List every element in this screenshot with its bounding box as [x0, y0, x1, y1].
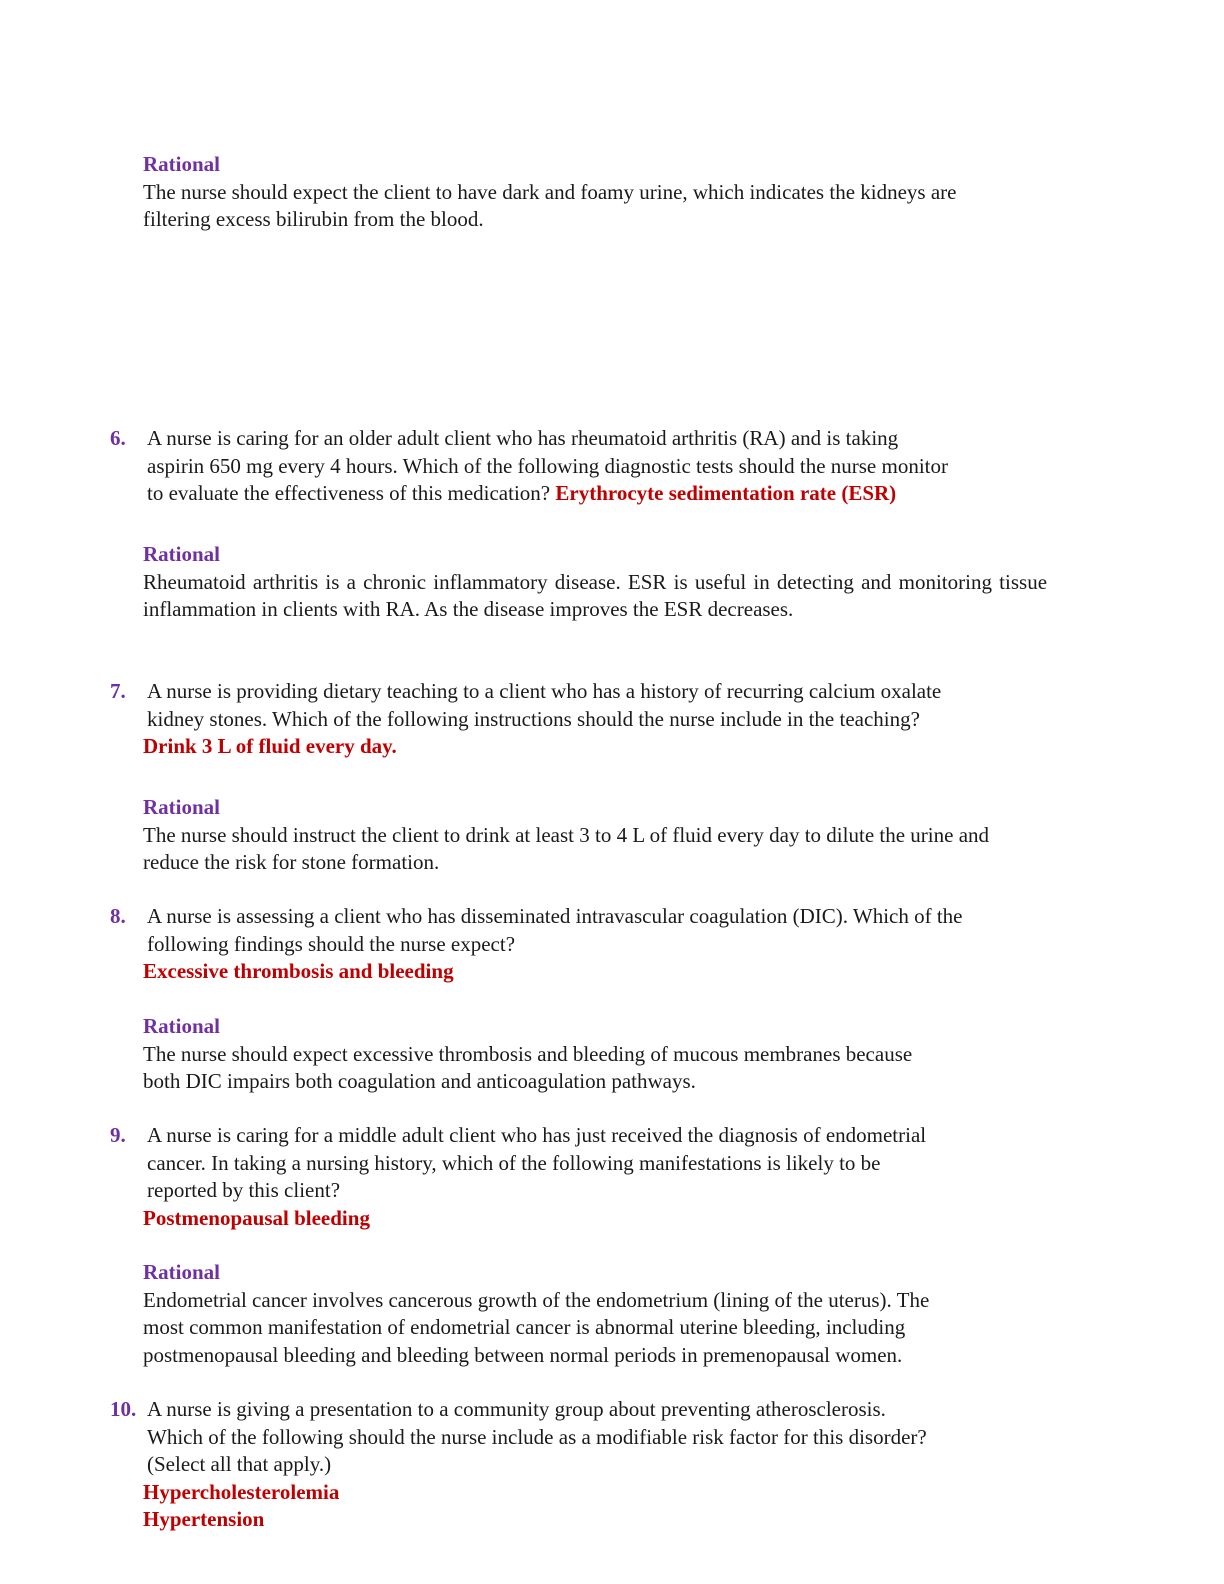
question-text: following findings should the nurse expect?: [147, 931, 516, 956]
rationale-label: Rational: [143, 152, 221, 176]
question-6: [110, 425, 1090, 508]
answer-text: Erythrocyte sedimentation rate (ESR): [555, 481, 897, 505]
question-text: A nurse is assessing a client who has disseminated intravascular coagulation (DIC). Which of the: [147, 904, 963, 928]
rationale-text: postmenopausal bleeding and bleeding between normal periods in premenopausal women.: [143, 1342, 903, 1367]
rationale-9: [143, 1259, 1083, 1369]
rationale-label: Rational: [143, 1260, 221, 1284]
question-number: 8.: [110, 904, 126, 928]
question-text: A nurse is caring for an older adult client who has rheumatoid arthritis (RA) and is taking: [147, 426, 899, 450]
rationale-text: The nurse should expect the client to have dark and foamy urine, which indicates the kidneys are: [143, 179, 957, 204]
question-text: (Select all that apply.): [147, 1452, 332, 1476]
rationale-7: [143, 794, 1083, 877]
rationale-text: The nurse should expect excessive thrombosis and bleeding of mucous membranes because: [143, 1041, 913, 1066]
question-text: Which of the following should the nurse include as a modifiable risk factor for this disorder?: [147, 1424, 927, 1449]
answer-text: Postmenopausal bleeding: [143, 1205, 370, 1230]
question-text: reported by this client?: [147, 1178, 341, 1202]
question-number: 10.: [110, 1397, 137, 1421]
answer-text: Hypercholesterolemia: [143, 1479, 340, 1504]
question-text: A nurse is providing dietary teaching to a client who has a history of recurring calcium oxalate: [147, 679, 942, 703]
rationale-text: The nurse should instruct the client to drink at least 3 to 4 L of fluid every day to dilute the urine and: [143, 822, 990, 847]
rationale-line: Rheumatoid arthritis is a chronic inflammatory disease. ESR is useful in detecting and: [143, 569, 892, 594]
question-8: [110, 903, 1090, 986]
rationale-text: [143, 569, 1047, 624]
question-text: aspirin 650 mg every 4 hours. Which of the following diagnostic tests should the nurse monitor: [147, 453, 948, 478]
question-number: 9.: [110, 1123, 126, 1147]
question-number: 6.: [110, 426, 126, 450]
rationale-text: both DIC impairs both coagulation and anticoagulation pathways.: [143, 1069, 696, 1093]
question-9: [110, 1122, 1090, 1232]
rationale-text: filtering excess bilirubin from the blood.: [143, 207, 484, 231]
rationale-label: Rational: [143, 542, 221, 566]
question-text: [147, 480, 1090, 508]
question-text: kidney stones. Which of the following instructions should the nurse include in the teaching?: [147, 706, 920, 731]
rationale-label: Rational: [143, 1014, 221, 1038]
answer-text: Excessive thrombosis and bleeding: [143, 959, 454, 983]
question-text-part: to evaluate the effectiveness of this medication?: [147, 481, 556, 505]
rationale-text: most common manifestation of endometrial cancer is abnormal uterine bleeding, including: [143, 1315, 906, 1339]
question-7: [110, 678, 1090, 761]
rationale-text: Endometrial cancer involves cancerous growth of the endometrium (lining of the uterus). The: [143, 1287, 930, 1312]
rationale-5: [143, 151, 1083, 234]
question-number: 7.: [110, 679, 126, 703]
rationale-line: decreases.: [707, 597, 794, 621]
answer-text: Hypertension: [143, 1507, 265, 1531]
question-text: cancer. In taking a nursing history, which of the following manifestations is likely to be: [147, 1150, 881, 1175]
question-10: [110, 1396, 1090, 1534]
rationale-8: [143, 1013, 1083, 1096]
rationale-6: [143, 541, 1047, 624]
rationale-line: monitoring tissue inflammation in clients with RA. As the disease improves the ESR: [143, 569, 1048, 621]
rationale-text: reduce the risk for stone formation.: [143, 850, 440, 874]
rationale-label: Rational: [143, 795, 221, 819]
answer-text: Drink 3 L of fluid every day.: [143, 734, 397, 758]
question-text: A nurse is giving a presentation to a community group about preventing atherosclerosis.: [147, 1397, 886, 1421]
question-text: A nurse is caring for a middle adult client who has just received the diagnosis of endometrial: [147, 1123, 927, 1147]
